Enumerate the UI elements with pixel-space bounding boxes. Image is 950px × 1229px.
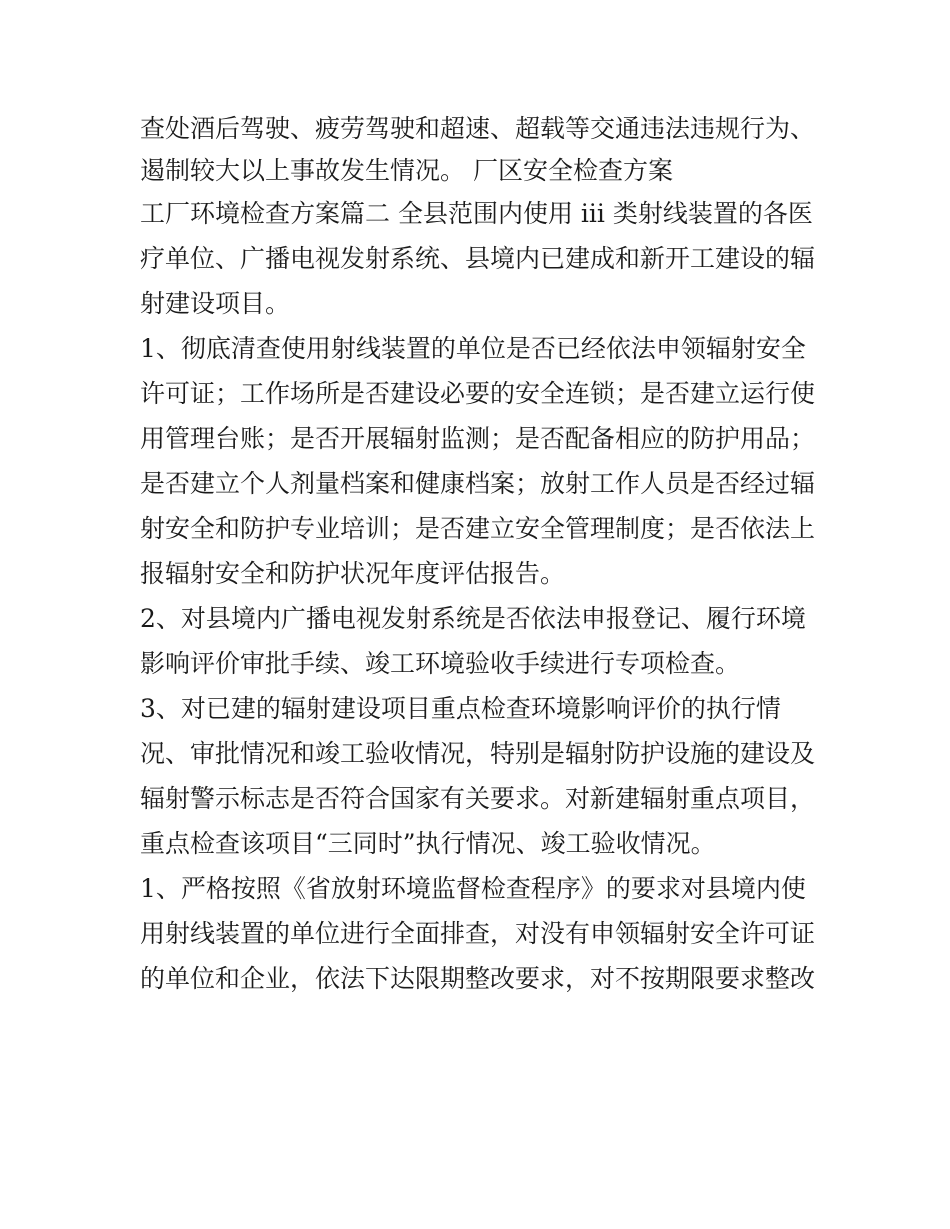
text-line: 是否建立个人剂量档案和健康档案；放射工作人员是否经过辐	[140, 469, 816, 498]
text-line: 的单位和企业，依法下达限期整改要求，对不按期限要求整改	[140, 964, 816, 993]
text-line: 用管理台账；是否开展辐射监测；是否配备相应的防护用品；	[140, 424, 816, 453]
document-body	[140, 106, 820, 1001]
text-line: 工厂环境检查方案篇二 全县范围内使用 iii 类射线装置的各医	[140, 199, 813, 228]
text-line: 疗单位、广播电视发射系统、县境内已建成和新开工建设的辐	[140, 244, 816, 273]
text-line: 2、对县境内广播电视发射系统是否依法申报登记、履行环境	[140, 604, 806, 633]
text-line: 况、审批情况和竣工验收情况，特别是辐射防护设施的建设及	[140, 739, 816, 768]
text-line: 查处酒后驾驶、疲劳驾驶和超速、超载等交通违法违规行为、	[140, 114, 816, 143]
text-line: 重点检查该项目“三同时”执行情况、竣工验收情况。	[140, 829, 716, 858]
text-line: 用射线装置的单位进行全面排查，对没有申领辐射安全许可证	[140, 919, 816, 948]
text-line: 3、对已建的辐射建设项目重点检查环境影响评价的执行情	[140, 694, 781, 723]
text-line: 许可证；工作场所是否建设必要的安全连锁；是否建立运行使	[140, 379, 816, 408]
text-line: 影响评价审批手续、竣工环境验收手续进行专项检查。	[140, 649, 741, 678]
text-line: 1、彻底清查使用射线装置的单位是否已经依法申领辐射安全	[140, 334, 806, 363]
text-line: 辐射警示标志是否符合国家有关要求。对新建辐射重点项目，	[140, 784, 816, 813]
text-line: 1、严格按照《省放射环境监督检查程序》的要求对县境内使	[140, 874, 806, 903]
text-line: 报辐射安全和防护状况年度评估报告。	[140, 559, 566, 588]
text-line: 射建设项目。	[140, 289, 291, 318]
text-line: 遏制较大以上事故发生情况。 厂区安全检查方案	[140, 156, 673, 185]
text-line: 射安全和防护专业培训；是否建立安全管理制度；是否依法上	[140, 514, 816, 543]
